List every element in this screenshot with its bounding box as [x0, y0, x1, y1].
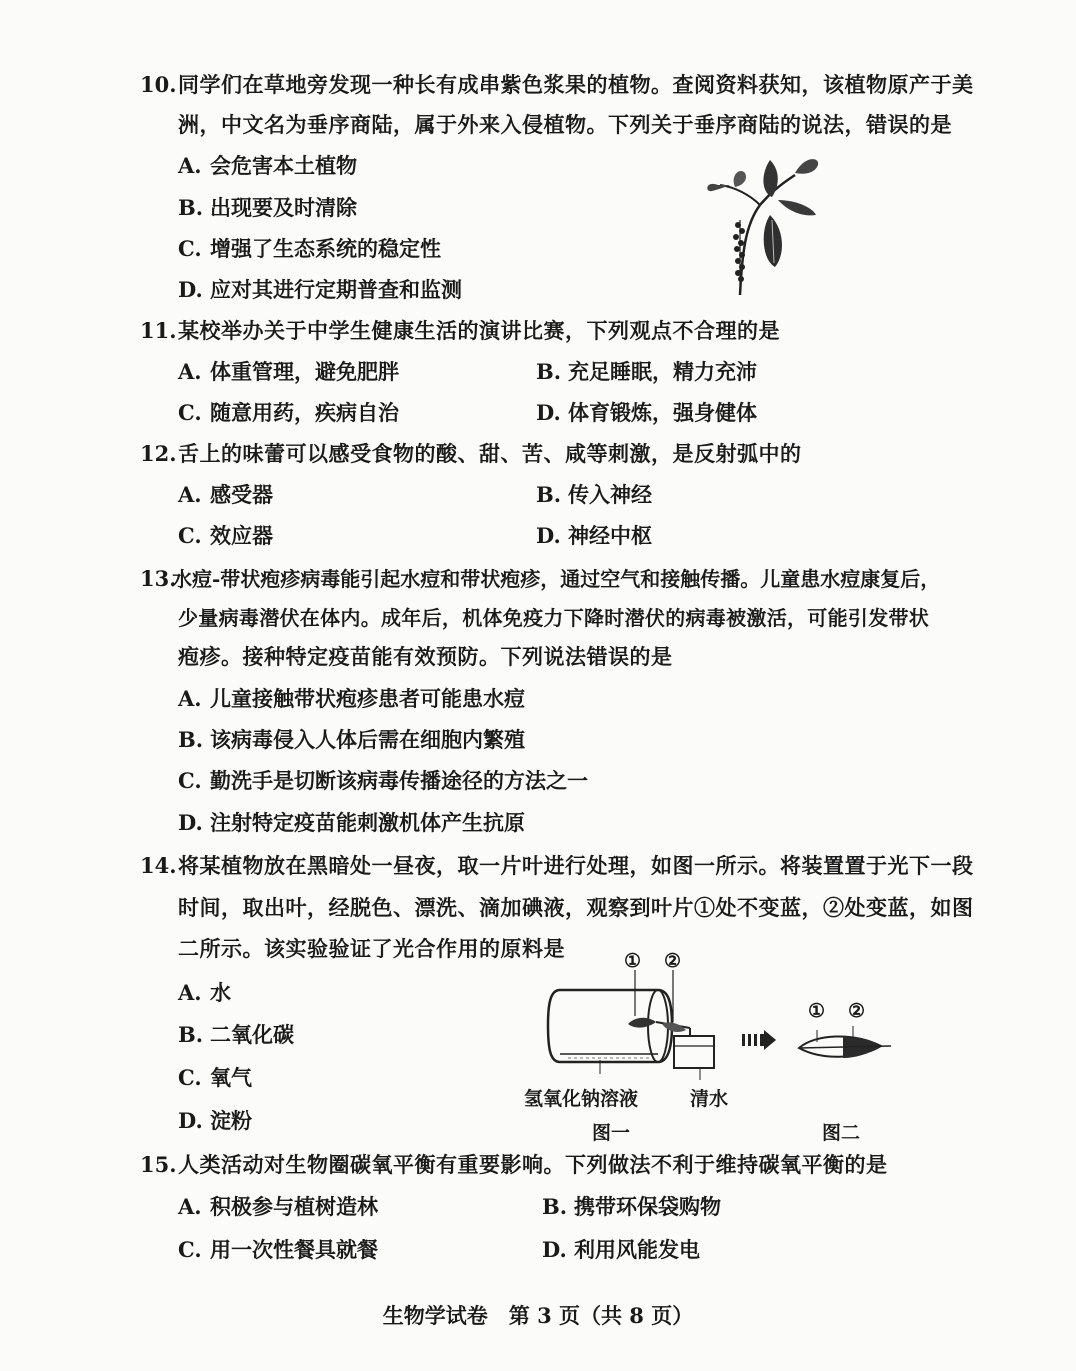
- option-d: D. 注射特定疫苗能刺激机体产生抗原: [178, 810, 525, 835]
- option-b: B. 该病毒侵入人体后需在细胞内繁殖: [178, 727, 525, 752]
- question-text: 人类活动对生物圈碳氧平衡有重要影响。下列做法不利于维持碳氧平衡的是: [178, 1152, 888, 1177]
- figure-1-apparatus: [540, 970, 740, 1080]
- option-a: A. 体重管理，避免肥胖: [178, 359, 399, 384]
- question-number: 10.: [140, 72, 177, 97]
- question-text: 二所示。该实验验证了光合作用的原料是: [178, 936, 565, 961]
- option-b: B. 出现要及时清除: [178, 195, 357, 220]
- option-c: C. 勤洗手是切断该病毒传播途径的方法之一: [178, 768, 588, 793]
- option-b: B. 二氧化碳: [178, 1022, 294, 1047]
- option-a: A. 感受器: [178, 482, 273, 507]
- option-c: C. 效应器: [178, 523, 273, 548]
- question-text: 少量病毒潜伏在体内。成年后，机体免疫力下降时潜伏的病毒被激活，可能引发带状: [178, 606, 930, 630]
- question-text: 时间，取出叶，经脱色、漂洗、滴加碘液，观察到叶片①处不变蓝，②处变蓝，如图: [178, 895, 974, 920]
- question-number: 13.: [140, 566, 177, 591]
- option-b: B. 传入神经: [536, 482, 652, 507]
- question-text: 将某植物放在黑暗处一昼夜，取一片叶进行处理，如图一所示。将装置置于光下一段: [178, 853, 974, 878]
- question-text: 疱疹。接种特定疫苗能有效预防。下列说法错误的是: [178, 644, 673, 669]
- figure-2-caption: 图二: [822, 1122, 861, 1144]
- question-number: 14.: [140, 853, 177, 878]
- question-text: 舌上的味蕾可以感受食物的酸、甜、苦、咸等刺激，是反射弧中的: [178, 441, 802, 466]
- question-number: 12.: [140, 441, 177, 466]
- option-d: D. 神经中枢: [536, 523, 652, 548]
- option-c: C. 随意用药，疾病自治: [178, 400, 399, 425]
- question-text: 洲，中文名为垂序商陆，属于外来入侵植物。下列关于垂序商陆的说法，错误的是: [178, 112, 952, 137]
- option-d: D. 体育锻炼，强身健体: [536, 400, 757, 425]
- figure-mark-2: ②: [664, 950, 682, 972]
- page-footer: 生物学试卷 第 3 页（共 8 页）: [382, 1303, 694, 1328]
- option-a: A. 会危害本土植物: [178, 153, 357, 178]
- pokeweed-illustration: [700, 145, 830, 300]
- figure-mark-1: ①: [624, 950, 642, 972]
- option-a: A. 积极参与植树造林: [178, 1194, 378, 1219]
- option-c: C. 增强了生态系统的稳定性: [178, 236, 441, 261]
- option-d: D. 利用风能发电: [542, 1237, 700, 1262]
- option-c: C. 用一次性餐具就餐: [178, 1237, 378, 1262]
- option-d: D. 应对其进行定期普查和监测: [178, 277, 462, 302]
- option-a: A. 儿童接触带状疱疹患者可能患水痘: [178, 686, 525, 711]
- figure-2-mark-1: ①: [808, 1000, 826, 1022]
- arrow-right-icon: [742, 1030, 778, 1050]
- option-b: B. 充足睡眠，精力充沛: [536, 359, 757, 384]
- water-label: 清水: [690, 1088, 729, 1110]
- sodium-hydroxide-label: 氢氧化钠溶液: [524, 1088, 639, 1110]
- figure-1-caption: 图一: [592, 1122, 631, 1144]
- figure-2-leaf: [795, 1022, 895, 1062]
- question-text: 水痘-带状疱疹病毒能引起水痘和带状疱疹，通过空气和接触传播。儿童患水痘康复后，: [172, 567, 941, 591]
- option-b: B. 携带环保袋购物: [542, 1194, 721, 1219]
- option-c: C. 氧气: [178, 1065, 252, 1090]
- option-d: D. 淀粉: [178, 1108, 252, 1133]
- question-number: 15.: [140, 1152, 177, 1177]
- figure-2-mark-2: ②: [848, 1000, 866, 1022]
- option-a: A. 水: [178, 980, 231, 1005]
- question-text: 某校举办关于中学生健康生活的演讲比赛，下列观点不合理的是: [178, 318, 780, 343]
- question-text: 同学们在草地旁发现一种长有成串紫色浆果的植物。查阅资料获知，该植物原产于美: [178, 72, 974, 97]
- question-number: 11.: [140, 318, 177, 343]
